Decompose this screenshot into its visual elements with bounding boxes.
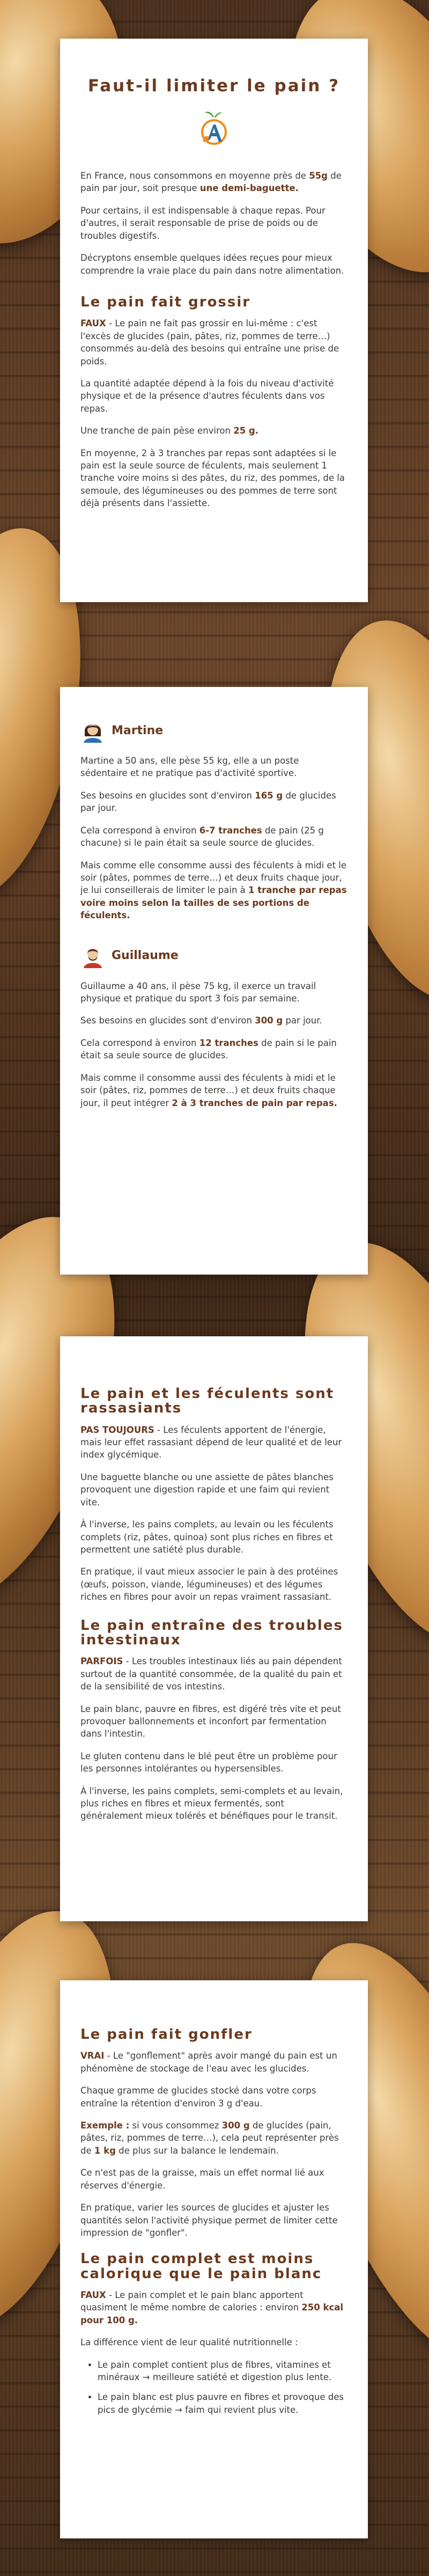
bloating-card: Le pain fait gonfler VRAI - Le "gonflement" après avoir mangé du pain est un phénomène de stockage de l'eau avec les glucides. Chaque gramme de glucides stocké dans votre corps entraîne la rétention d'environ 3 g d'eau. Exemple : si vous consommez 300 g de glucides (pain, pâtes, riz, pommes de terre…), cela peut représenter près de 1 kg de plus sur la balance le lendemain. Ce n'est pas de la graisse, mais un effet normal lié aux réserves d'énergie. En pratique, varier les sources de glucides et ajuster les quantités selon l'activité physique permet de limiter cette impression de "gonfler". Le pain complet est moins calorique que le pain blanc FAUX - Le pain complet et le pain blanc apportent quasiment le même nombre de calories : environ 250 kcal pour 100 g. La différence vient de leur qualité nutritionnelle : • Le pain complet contient plus de fibres, vitamines et minéraux → meilleure satiété et digestion plus lente. • Le pain blanc est plus pauvre en fibres et provoque des pics de glycémie → faim qui revient plus vite. [60,1980,368,2538]
logo-icon [195,109,233,148]
comparison-list [80,2359,347,2417]
section-heading-grossir: Le pain fait grossir [80,294,251,310]
satiety-card: Le pain et les féculents sont rassasiants PAS TOUJOURS - Les féculents apportent de l'énergie, mais leur effet rassasiant dépend de leur qualité et de leur index glycémique. Une baguette blanche ou une assiette de pâtes blanches provoquent une digestion rapide et une faim qui revient vite. À l'inverse, les pains complets, au levain ou les féculents complets (riz, pâtes, quinoa) sont plus riches en fibres et permettent une satiété plus durable. En pratique, il vaut mieux associer le pain à des protéines (œufs, poisson, viande, légumineuses) et des légumes riches en fibres pour avoir un repas vraiment rassasiant. Le pain entraîne des troubles intestinaux PARFOIS - Les troubles intestinaux liés au pain dépendent surtout de la quantité consommée, de la qualité du pain et de la sensibilité de vos intestins. Le pain blanc, pauvre en fibres, est digéré très vite et peut provoquer ballonnements et inconfort par fermentation dans l'intestin. Le gluten contenu dans le blé peut être un problème pour les personnes intolérantes ou hypersensibles. À l'inverse, les pains complets, semi-complets et au levain, plus riches en fibres et mieux fermentés, sont généralement mieux tolérés et bénéfiques pour le transit. [60,1336,368,1921]
section-heading-rassasiant: Le pain et les féculents sont rassasiants [80,1386,335,1417]
person-name: Guillaume [112,949,179,963]
person-guillaume [80,943,347,968]
section-heading-complet: Le pain complet est moins calorique que le pain blanc [80,2251,322,2282]
list-item: • Le pain complet contient plus de fibres, vitamines et minéraux → meilleure satiété et digestion plus lente. [98,2359,347,2384]
list-item: • Le pain blanc est plus pauvre en fibres et provoque des pics de glycémie → faim qui revient plus vite. [98,2391,347,2416]
page-title: Faut-il limiter le pain ? [87,76,341,96]
person-name: Martine [112,723,164,737]
section-heading-gonfler: Le pain fait gonfler [80,2026,253,2043]
section-heading-troubles: Le pain entraîne des troubles intestinaux [80,1617,343,1648]
examples-card: Martine Martine a 50 ans, elle pèse 55 kg, elle a un poste sédentaire et ne pratique pas d'activité sportive. Ses besoins en glucides sont d'environ 165 g de glucides par jour. Cela correspond à environ 6-7 tranches de pain (25 g chacune) si le pain était sa seule source de glucides. Mais comme elle consomme aussi des féculents à midi et le soir (pâtes, pommes de terre…) et deux fruits chaque jour, je lui conseillerais de limiter le pain à 1 tranche par repas voire moins selon la tailles de ses portions de féculents. Guillaume Guillaume a 40 ans, il pèse 75 kg, il exerce un travail physique et pratique du sport 3 fois par semaine. Ses besoins en glucides sont d'environ 300 g par jour. Cela correspond à environ 12 tranches de pain si le pain était sa seule source de glucides. Mais comme il consomme aussi des féculents à midi et le soir (pâtes, riz, pommes de terre…) et deux fruits chaque jour, il peut intégrer 2 à 3 tranches de pain par repas. [60,687,368,1275]
intro-card: Faut-il limiter le pain ? En France, nous consommons en moyenne près de 55g de pain par jour, soit presque une demi-baguette. Pour certains, il est indispensable à chaque repas. Pour d'autres, il serait responsable de prise de poids ou de troubles digestifs. Décryptons ensemble quelques idées reçues pour mieux comprendre la vraie place du pain dans notre alimentation. Le pain fait grossir FAUX - Le pain ne fait pas grossir en lui-même : c'est l'excès de glucides (pain, pâtes, riz, pommes de terre…) consommés au-delà des besoins qui entraîne une prise de poids. La quantité adaptée dépend à la fois du niveau d'activité physique et de la présence d'autres féculents dans vos repas. Une tranche de pain pèse environ 25 g. En moyenne, 2 à 3 tranches par repas sont adaptées si le pain est la seule source de féculents, mais seulement 1 tranche voire moins si des pâtes, du riz, des pommes, de la semoule, des légumineuses ou des pommes de terre sont déjà présents dans l'assiette. [60,39,368,602]
person-martine [80,718,347,743]
man-avatar-icon [80,943,105,968]
woman-avatar-icon [80,718,105,743]
